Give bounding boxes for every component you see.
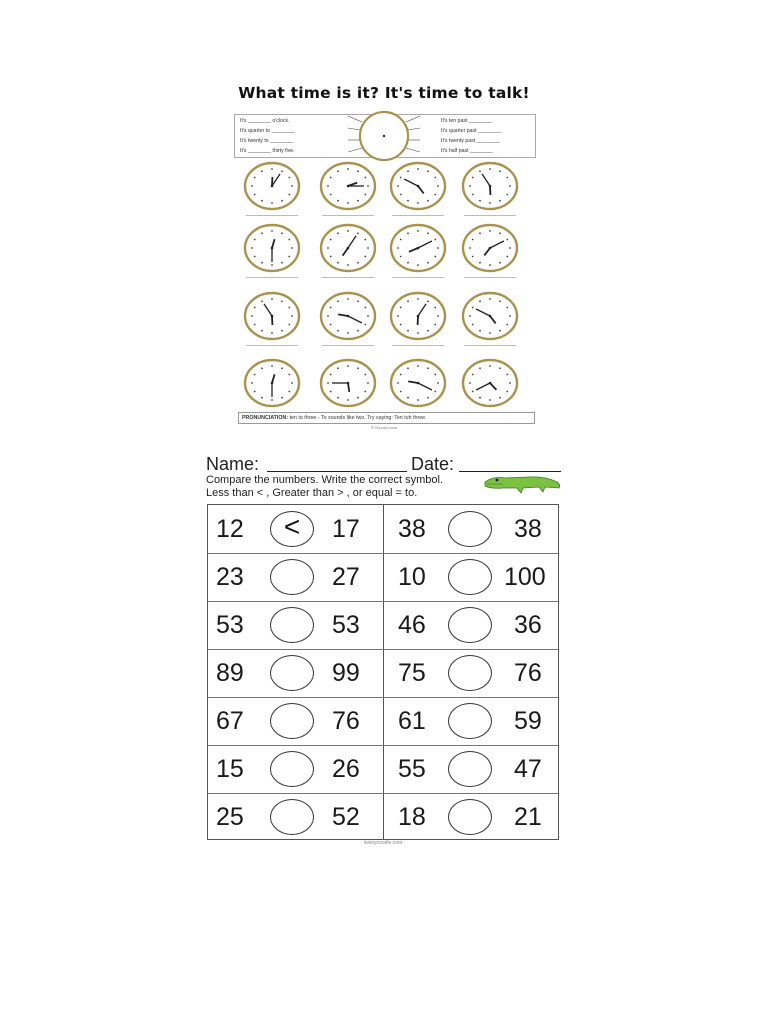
right-number: 75 [398,659,426,687]
table-row [208,601,558,650]
phrase-left-1: It's ________ o'clock. [240,118,290,124]
name-label: Name: [206,454,260,474]
phrase-left-2: It's quarter to ________ [240,128,295,134]
symbol-circle[interactable] [448,799,492,835]
answer-line-10 [322,345,374,346]
phrase-left-4: It's ________ thirty five. [240,148,295,154]
symbol-circle[interactable] [270,559,314,595]
left-compare-number: 52 [332,803,360,831]
instruction-line-1: Compare the numbers. Write the correct symbol. [206,474,443,486]
pronunciation-label: PRONUNCIATION: [242,415,289,421]
left-compare-number: 76 [332,707,360,735]
left-compare-number: 99 [332,659,360,687]
phrase-right-4: It's half past ________ [441,148,494,154]
phrase-left-3: It's twenty to ________ [240,138,294,144]
left-number: 89 [216,659,244,687]
clock-face-14 [318,357,378,409]
answer-line-12 [464,345,516,346]
symbol-circle[interactable] [448,559,492,595]
left-compare-number: 17 [332,515,360,543]
right-compare-number: 47 [514,755,542,783]
right-number: 46 [398,611,426,639]
phrase-right-1: It's ten past ________ [441,118,492,124]
name-blank [267,471,407,472]
compare-sheet-credit: twistynoodle.com [363,840,403,846]
symbol-circle[interactable] [270,799,314,835]
clock-face-8 [460,222,520,274]
right-compare-number: 76 [514,659,542,687]
pronunciation-note [238,412,535,424]
clock-face-16 [460,357,520,409]
symbol-circle[interactable] [448,751,492,787]
answer-line-2 [322,215,374,216]
table-row [208,697,558,746]
right-number: 18 [398,803,426,831]
left-number: 12 [216,515,244,543]
right-compare-number: 36 [514,611,542,639]
answer-line-6 [322,277,374,278]
clock-face-10 [318,290,378,342]
clock-face-2 [318,160,378,212]
clock-face-12 [460,290,520,342]
answer-line-11 [392,345,444,346]
clock-face-9 [242,290,302,342]
symbol-circle[interactable] [270,751,314,787]
table-row [208,553,558,602]
clock-worksheet [224,78,544,436]
phrase-right-2: It's quarter past ________ [441,128,502,134]
clock-face-3 [388,160,448,212]
instruction-line-2: Less than < , Greater than > , or equal = to. [206,487,418,499]
right-compare-number: 21 [514,803,542,831]
clock-face-13 [242,357,302,409]
comparison-table [207,504,559,840]
table-row [208,649,558,698]
answer-line-3 [392,215,444,216]
left-compare-number: 26 [332,755,360,783]
clock-sheet-credit: iT-iSLcom.com [370,425,398,430]
table-row [208,745,558,794]
symbol-circle[interactable] [448,511,492,547]
right-compare-number: 59 [514,707,542,735]
left-number: 23 [216,563,244,591]
left-number: 15 [216,755,244,783]
symbol-circle[interactable] [448,655,492,691]
answer-line-5 [246,277,298,278]
symbol-circle[interactable] [270,607,314,643]
clock-face-15 [388,357,448,409]
symbol-circle[interactable] [448,703,492,739]
date-label: Date: [411,454,455,474]
pronunciation-text: ten to three - To sounds like two. Try saying: Ten tuh three. [288,415,427,421]
left-number: 25 [216,803,244,831]
clock-face-6 [318,222,378,274]
answer-line-9 [246,345,298,346]
left-compare-number: 27 [332,563,360,591]
phrase-right-3: It's twenty past ________ [441,138,500,144]
clock-worksheet-title: What time is it? It's time to talk! [238,84,530,102]
left-number: 53 [216,611,244,639]
right-number: 10 [398,563,426,591]
clock-face-11 [388,290,448,342]
symbol-circle[interactable] [448,607,492,643]
right-compare-number: 38 [514,515,542,543]
right-number: 38 [398,515,426,543]
left-number: 67 [216,707,244,735]
table-row [208,505,558,554]
right-number: 55 [398,755,426,783]
answer-line-7 [392,277,444,278]
symbol-circle[interactable]: < [270,511,314,547]
right-compare-number: 100 [504,563,546,591]
symbol-circle[interactable] [270,655,314,691]
clock-face-5 [242,222,302,274]
clock-face-4 [460,160,520,212]
right-number: 61 [398,707,426,735]
compare-worksheet [205,452,565,852]
clock-face-7 [388,222,448,274]
left-compare-number: 53 [332,611,360,639]
answer-line-1 [246,215,298,216]
symbol-circle[interactable] [270,703,314,739]
table-row [208,793,558,841]
answer-line-4 [464,215,516,216]
reference-clock [348,108,420,166]
clock-face-1 [242,160,302,212]
answer-line-8 [464,277,516,278]
crocodile-icon [483,470,563,498]
